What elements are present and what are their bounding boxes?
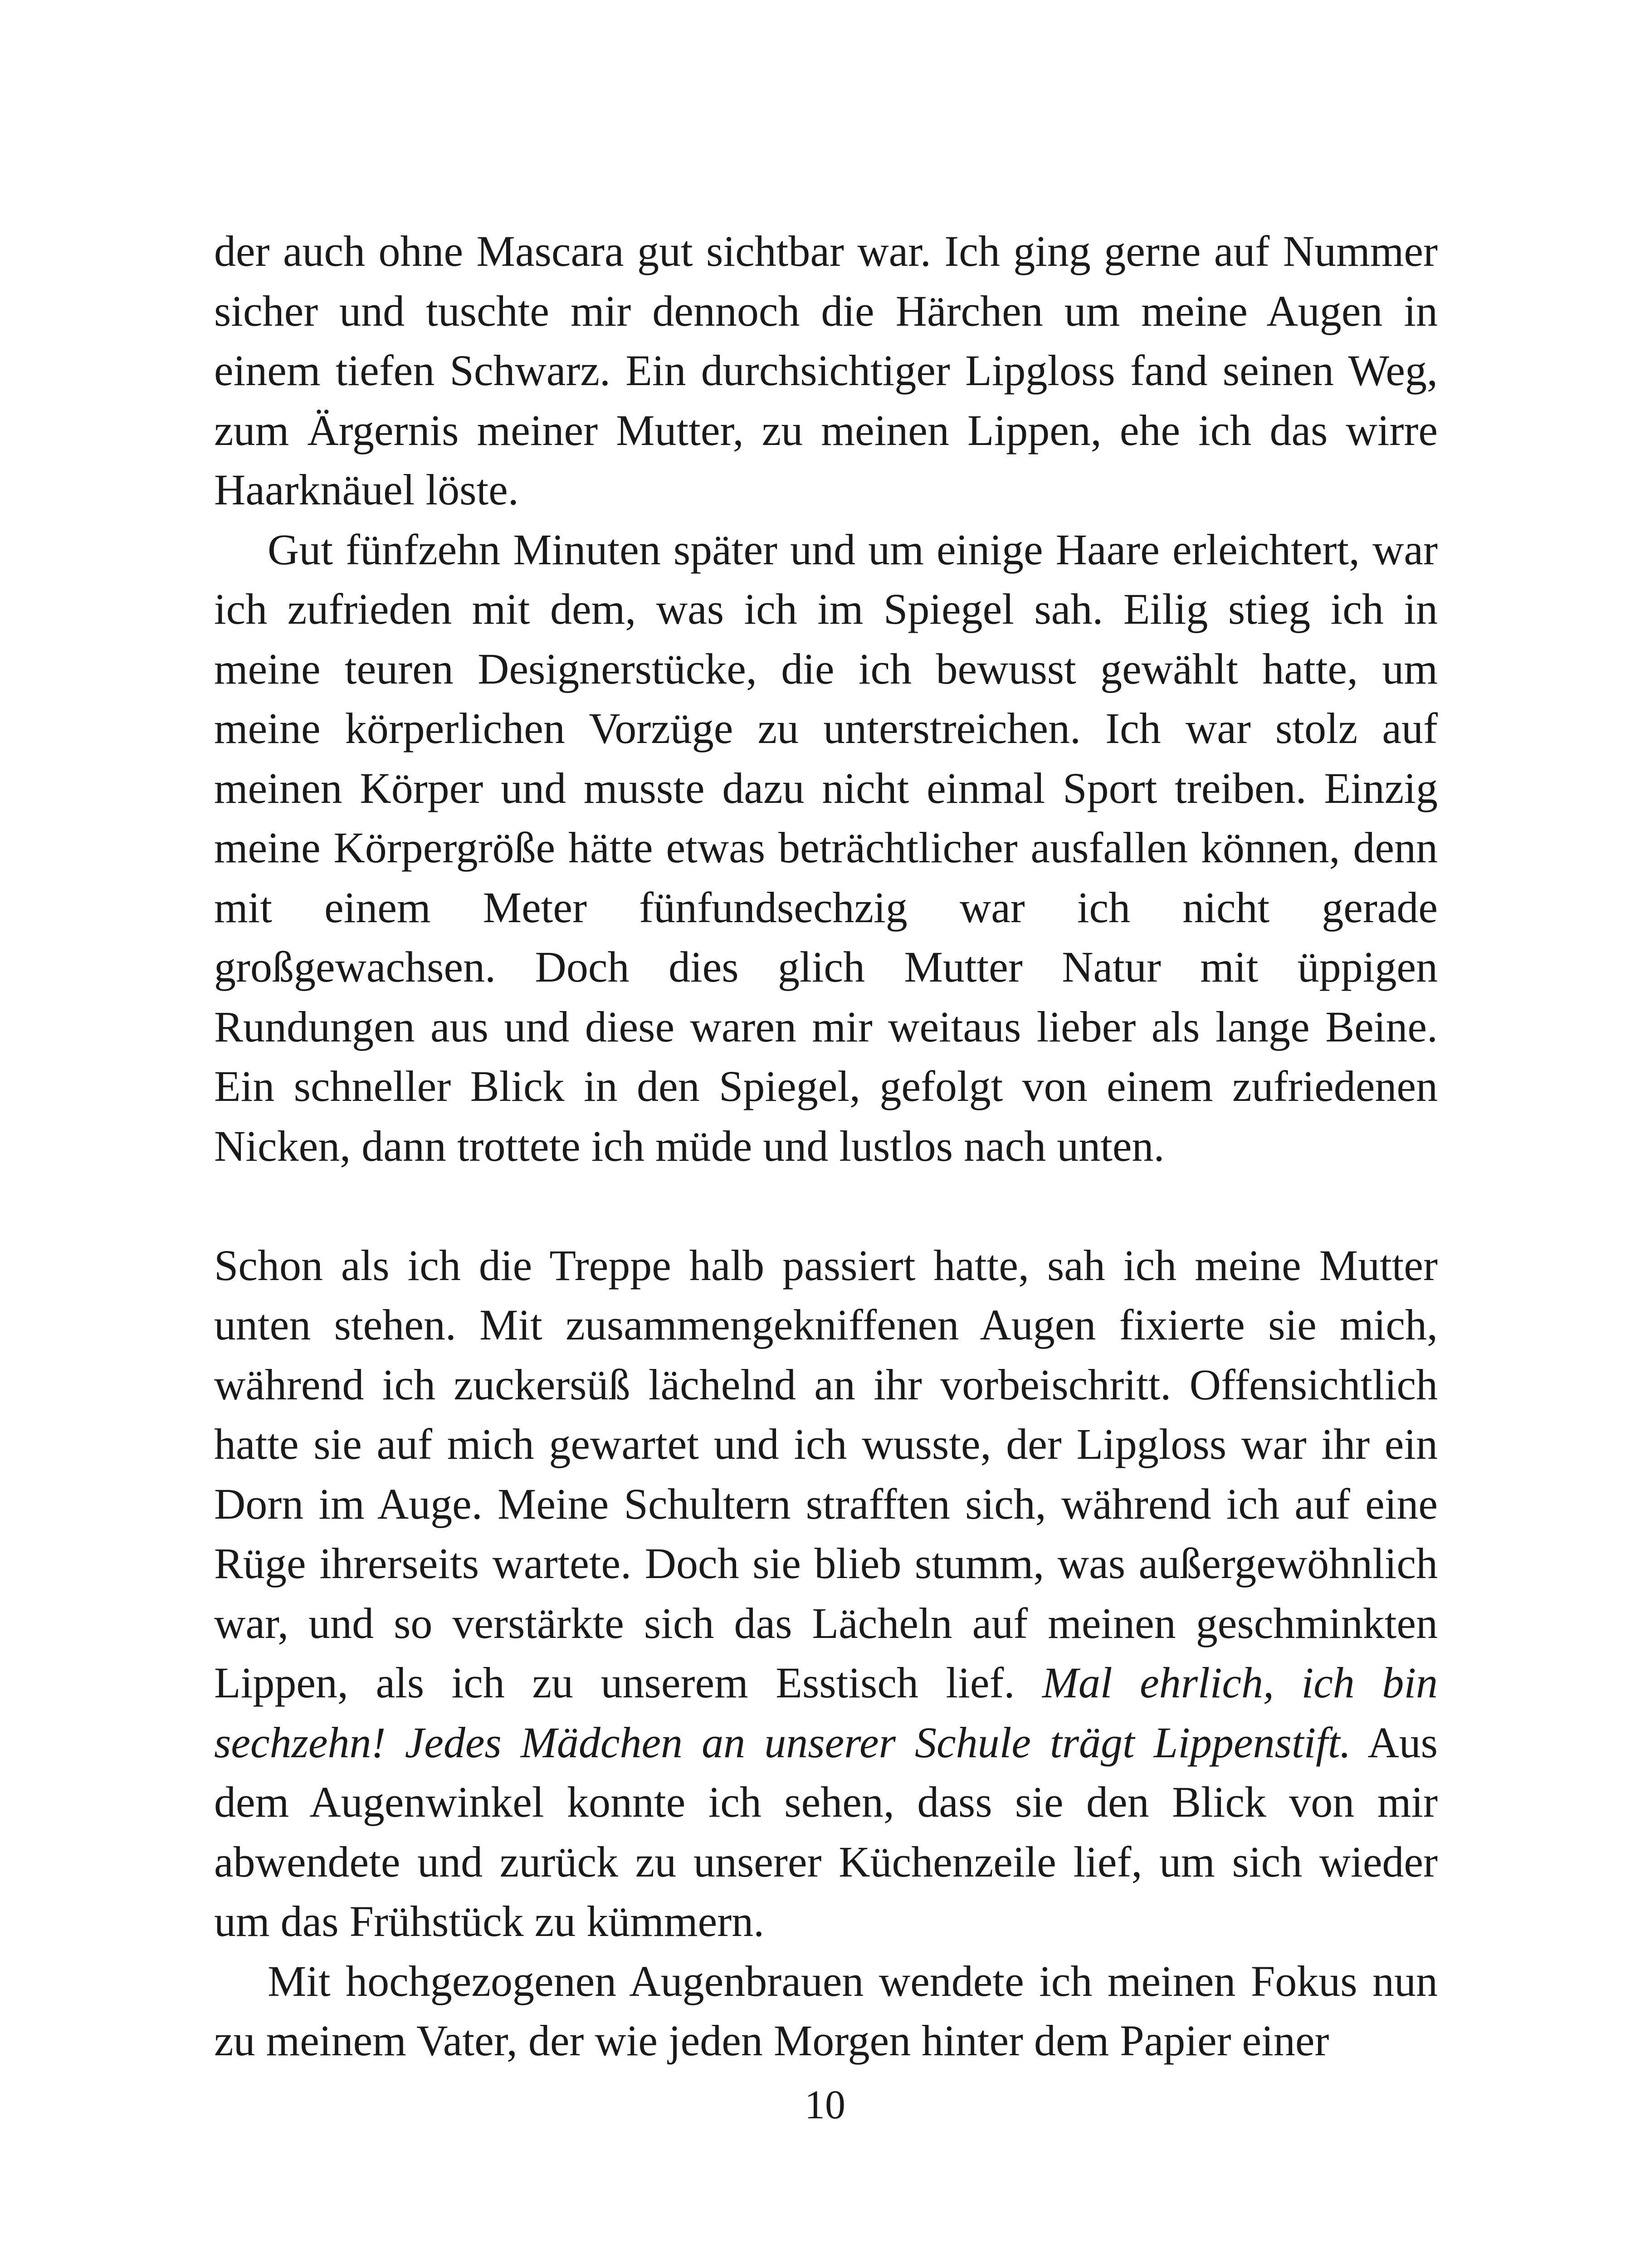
paragraph [214,1236,1438,1951]
paragraph-text: Gut fünfzehn Minuten später und um einige Haare erleichtert, war ich zufrieden mit dem, was ich im Spiegel sah. Eilig stieg ich in meine teuren Designerstücke, die ich bewusst gewählt hatte, um meine körperlichen Vorzüge zu unterstreichen. Ich war stolz auf meinen Körper und musste dazu nicht einmal Sport treiben. Einzig meine Körpergröße hätte etwas beträchtlicher ausfallen können, denn mit einem Meter fünfundsechzig war ich nicht gerade großgewachsen. Doch dies glich Mutter Natur mit üppigen Rundungen aus und diese waren mir weitaus lieber als lange Beine. Ein schneller Blick in den Spiegel, gefolgt von einem zufriedenen Nicken, dann trottete ich müde und lustlos nach unten. [214,525,1438,1170]
body-text [214,221,1438,2071]
paragraph-text: Schon als ich die Treppe halb passiert hatte, sah ich meine Mutter unten stehen. Mit zusammengekniffenen Augen fixierte sie mich, während ich zuckersüß lächelnd an ihr vorbeischritt. Offensichtlich hatte sie auf mich gewartet und ich wusste, der Lipgloss war ihr ein Dorn im Auge. Meine Schultern strafften sich, während ich auf eine Rüge ihrerseits wartete. Doch sie blieb stumm, was außergewöhnlich war, und so verstärkte sich das Lächeln auf meinen geschminkten Lippen, als ich zu unserem Esstisch lief. [214,1241,1438,1707]
paragraph [214,221,1438,520]
paragraph-text: Mit hochgezogenen Augenbrauen wendete ich meinen Fokus nun zu meinem Vater, der wie jeden Morgen hinter dem Papier einer [214,1956,1438,2065]
paragraph [214,1951,1438,2071]
italic-thought: Mal ehrlich, ich bin sechzehn! Jedes Mädchen an unserer Schule trägt Lippenstift. [214,1658,1438,1767]
page-number: 10 [805,2082,845,2127]
paragraph-text: Aus dem Augenwinkel konnte ich sehen, dass sie den Blick von mir abwendete und zurück zu unserer Küchenzeile lief, um sich wieder um das Frühstück zu kümmern. [214,1718,1438,1945]
paragraph [214,520,1438,1176]
paragraph-text: der auch ohne Mascara gut sichtbar war. Ich ging gerne auf Nummer sicher und tuschte mir dennoch die Härchen um meine Augen in einem tiefen Schwarz. Ein durchsichtiger Lipgloss fand seinen Weg, zum Ärgernis meiner Mutter, zu meinen Lippen, ehe ich das wirre Haarknäuel löste. [214,227,1438,514]
scene-break [214,1176,1438,1236]
